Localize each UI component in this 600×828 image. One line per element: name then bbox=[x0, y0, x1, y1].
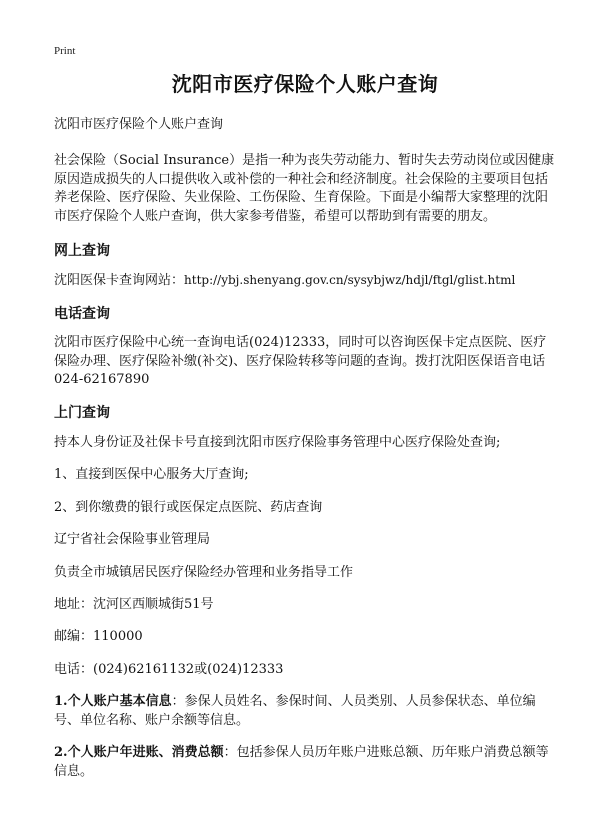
account-year-paragraph bbox=[54, 744, 556, 781]
intro-paragraph: 社会保险（Social Insurance）是指一种为丧失劳动能力、暂时失去劳动岗位或因健康原因造成损失的人口提供收入或补偿的一种社会和经济制度。社会保险的主要项目包括养老保险、医疗保险、失业保险、工伤保险、生育保险。下面是小编帮大家整理的沈阳市医疗保险个人账户查询，供大家参考借鉴，希望可以帮助到有需要的朋友。 bbox=[54, 153, 555, 224]
onsite-item-2: 2、到你缴费的银行或医保定点医院、药店查询 bbox=[54, 499, 323, 515]
online-query-prefix: 沈阳医保卡查询网站： bbox=[54, 273, 185, 289]
online-query-heading: 网上查询 bbox=[54, 243, 110, 260]
account-info-paragraph bbox=[54, 693, 556, 730]
account-year-sep: ： bbox=[223, 745, 237, 761]
account-info-text: 参保人员姓名、参保时间、人员类别、人员参保状态、单位编号、单位名称、账户余额等信息。 bbox=[54, 694, 536, 728]
organization-address: 地址：沈河区西顺城街51号 bbox=[54, 596, 214, 612]
organization-name: 辽宁省社会保险事业管理局 bbox=[54, 532, 211, 548]
phone-query-heading: 电话查询 bbox=[54, 305, 110, 322]
organization-phone: 电话：(024)62161132或(024)12333 bbox=[54, 661, 284, 677]
account-year-text: 包括参保人员历年账户进账总额、历年账户消费总额等信息。 bbox=[54, 745, 549, 779]
organization-postcode: 邮编：110000 bbox=[54, 629, 143, 645]
onsite-query-heading: 上门查询 bbox=[54, 404, 110, 421]
online-query-url[interactable]: http://ybj.shenyang.gov.cn/sysybjwz/hdjl/ftgl/glist.html bbox=[184, 273, 516, 288]
onsite-item-1: 1、直接到医保中心服务大厅查询; bbox=[54, 467, 249, 483]
account-info-sep: ： bbox=[171, 694, 185, 710]
subtitle: 沈阳市医疗保险个人账户查询 bbox=[54, 117, 224, 132]
page-title: 沈阳市医疗保险个人账户查询 bbox=[171, 71, 439, 96]
print-link[interactable]: Print bbox=[54, 45, 76, 57]
onsite-query-lead: 持本人身份证及社保卡号直接到沈阳市医疗保险事务管理中心医疗保险处查询; bbox=[54, 434, 501, 450]
phone-query-text: 沈阳市医疗保险中心统一查询电话(024)12333，同时可以咨询医保卡定点医院、医疗保险办理、医疗保险补缴(补交)、医疗保险转移等问题的查询。拨打沈阳医保语音电话024-62167890 bbox=[54, 335, 547, 388]
organization-duty: 负责全市城镇居民医疗保险经办管理和业务指导工作 bbox=[54, 564, 354, 580]
account-info-label: 1.个人账户基本信息 bbox=[54, 694, 172, 710]
online-query-text bbox=[54, 272, 556, 290]
account-year-label: 2.个人账户年进账、消费总额 bbox=[54, 745, 224, 761]
